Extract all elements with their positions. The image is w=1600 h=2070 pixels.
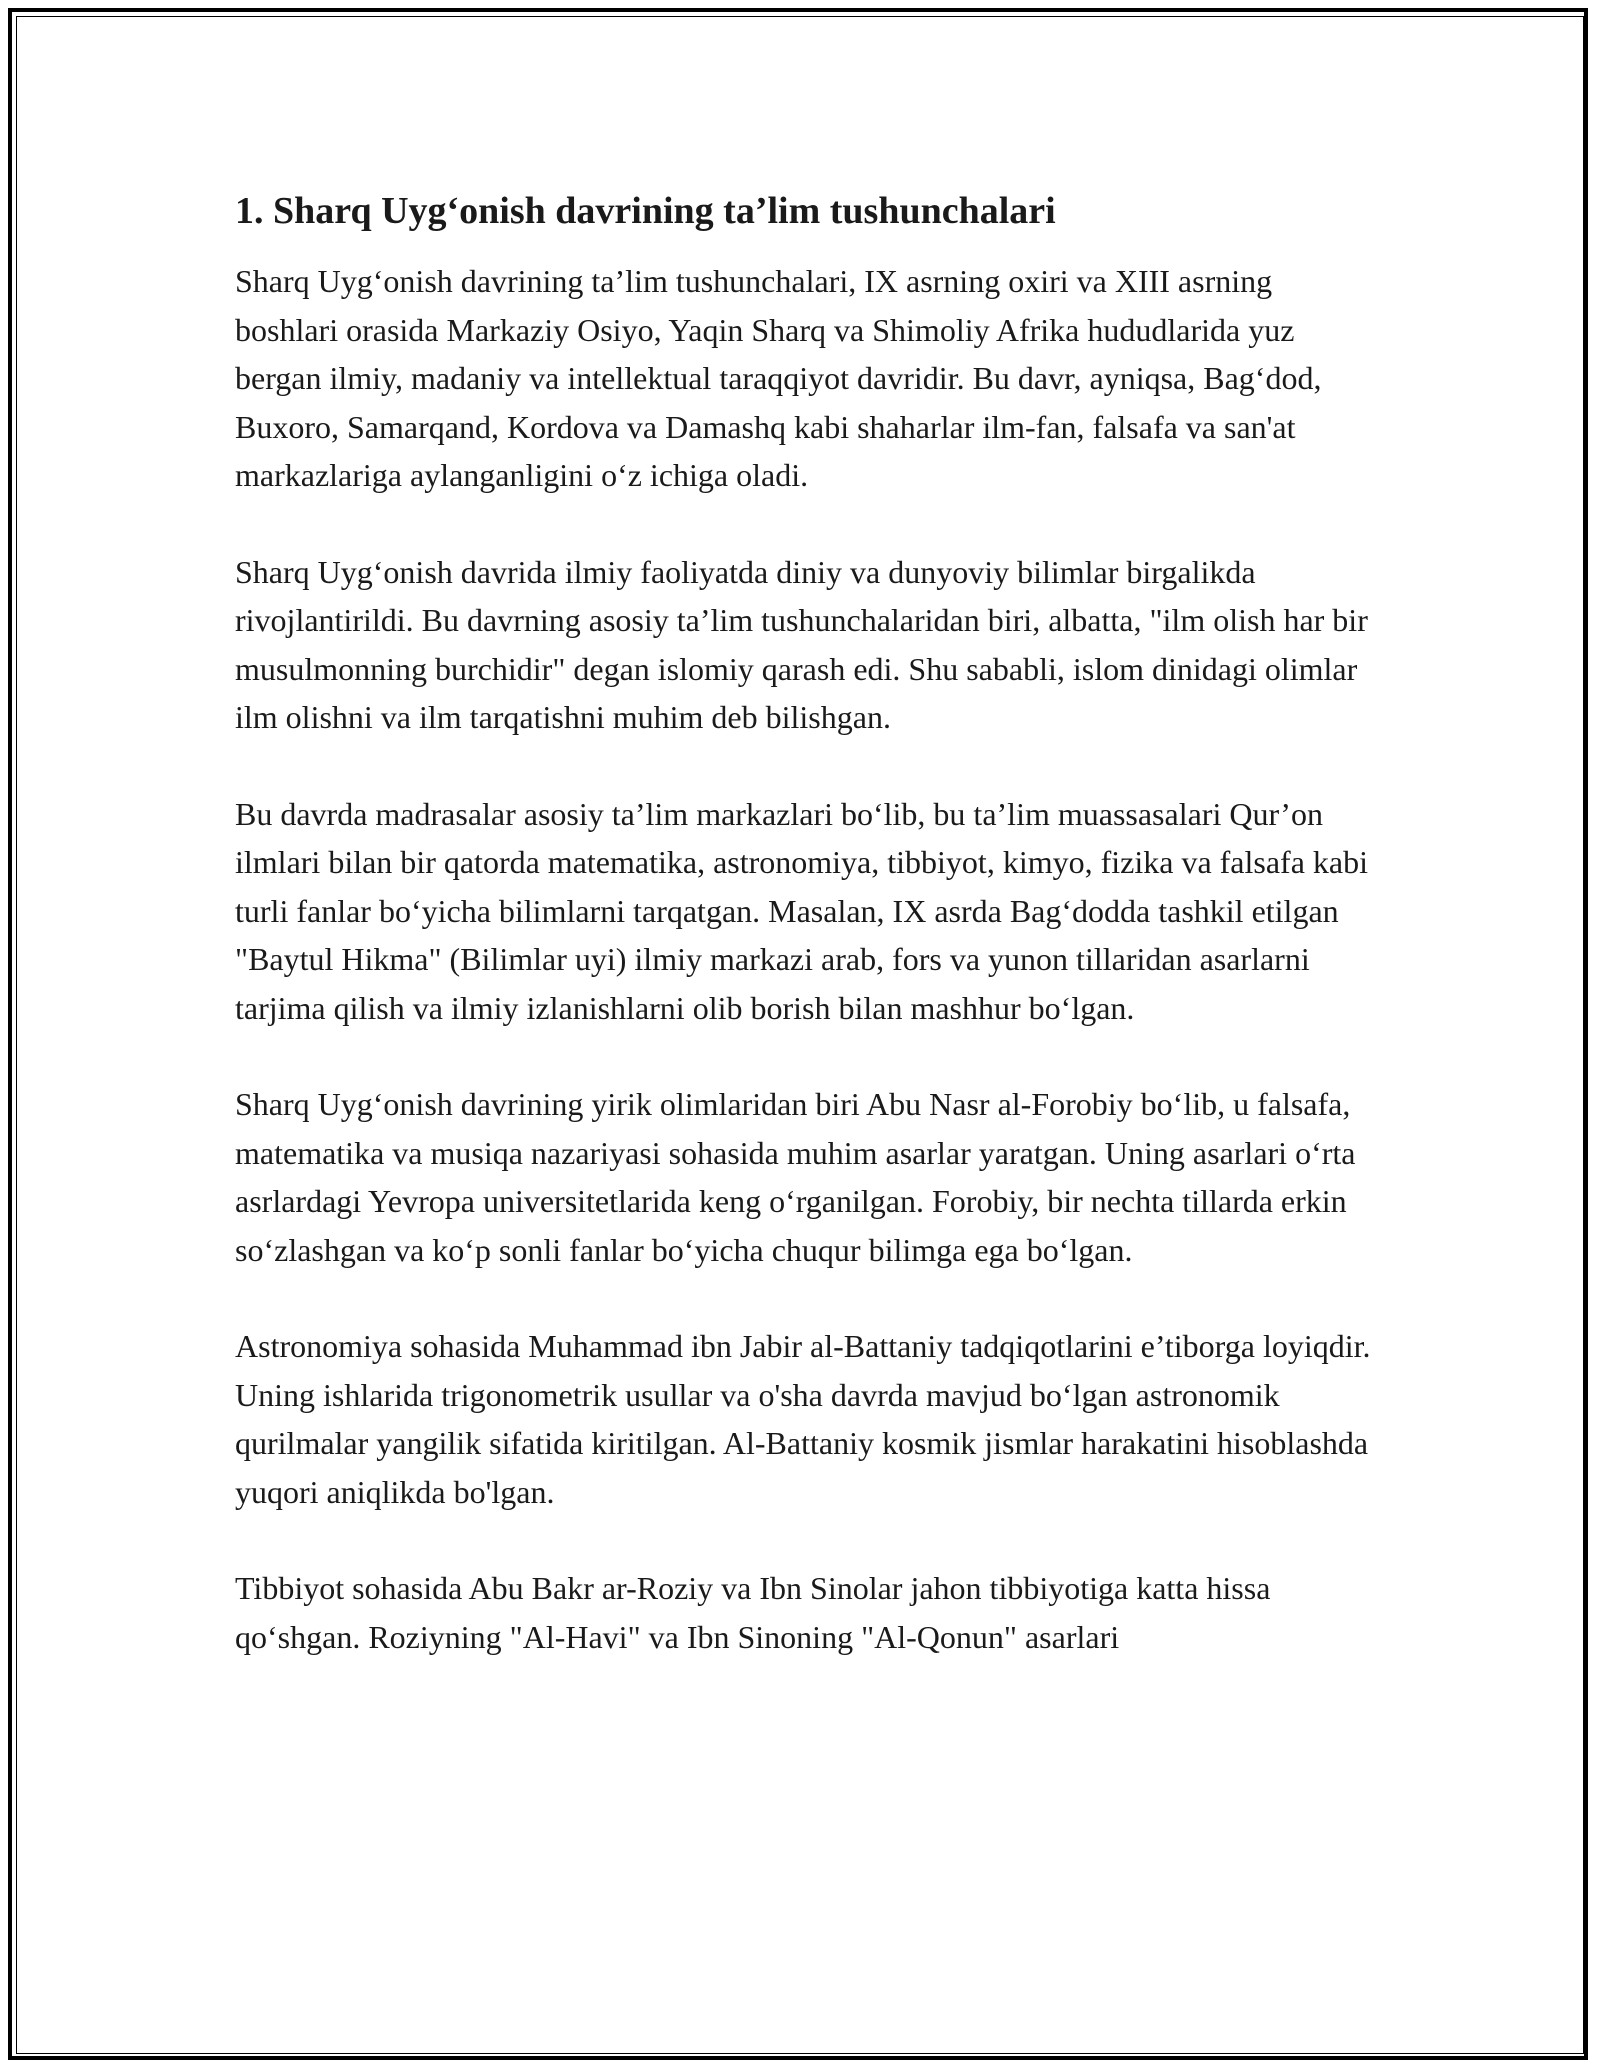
paragraph-farabi: Sharq Uyg‘onish davrining yirik olimlaridan biri Abu Nasr al-Forobiy bo‘lib, u falsafa, matematika va musiqa nazariyasi sohasida muhim asarlar yaratgan. Uning asarlari o‘rta asrlardagi Yevropa universitetlarida keng o‘rganilgan. Forobiy, bir nechta tillarda erkin so‘zlashgan va ko‘p sonli fanlar bo‘yicha chuqur bilimga ega bo‘lgan. [235,1086,1356,1268]
paragraph-medicine: Tibbiyot sohasida Abu Bakr ar-Roziy va Ibn Sinolar jahon tibbiyotiga katta hissa qo‘shgan. Roziyning "Al-Havi" va Ibn Sinoning "Al-Qonun" asarlari [235,1570,1271,1655]
paragraph-madrasas: Bu davrda madrasalar asosiy ta’lim markazlari bo‘lib, bu ta’lim muassasalari Qur’on ilmlari bilan bir qatorda matematika, astronomiya, tibbiyot, kimyo, fizika va falsafa kabi turli fanlar bo‘yicha bilimlarni tarqatgan. Masalan, IX asrda Bag‘dodda tashkil etilgan "Baytul Hikma" (Bilimlar uyi) ilmiy markazi arab, fors va yunon tillaridan asarlarni tarjima qilish va ilmiy izlanishlarni olib borish bilan mashhur bo‘lgan. [235,795,1368,1026]
paragraph-religious-secular: Sharq Uyg‘onish davrida ilmiy faoliyatda diniy va dunyoviy bilimlar birgalikda rivojlantirildi. Bu davrning asosiy ta’lim tushunchalaridan biri, albatta, "ilm olish har bir musulmonning burchidir" degan islomiy qarash edi. Shu sababli, islom dinidagi olimlar ilm olishni va ilm tarqatishni muhim deb bilishgan. [235,553,1368,735]
section-heading: 1. Sharq Uyg‘onish davrining ta’lim tushunchalari [235,190,1056,232]
document-body [235,185,1375,1709]
paragraph-intro: Sharq Uyg‘onish davrining ta’lim tushunchalari, IX asrning oxiri va XIII asrning boshlari orasida Markaziy Osiyo, Yaqin Sharq va Shimoliy Afrika hududlarida yuz bergan ilmiy, madaniy va intellektual taraqqiyot davridir. Bu davr, ayniqsa, Bag‘dod, Buxoro, Samarqand, Kordova va Damashq kabi shaharlar ilm-fan, falsafa va san'at markazlariga aylanganligini o‘z ichiga oladi. [235,263,1322,493]
paragraph-battani: Astronomiya sohasida Muhammad ibn Jabir al-Battaniy tadqiqotlarini e’tiborga loyiqdir. Uning ishlarida trigonometrik usullar va o'sha davrda mavjud bo‘lgan astronomik qurilmalar yangilik sifatida kiritilgan. Al-Battaniy kosmik jismlar harakatini hisoblashda yuqori aniqlikda bo'lgan. [235,1328,1371,1510]
